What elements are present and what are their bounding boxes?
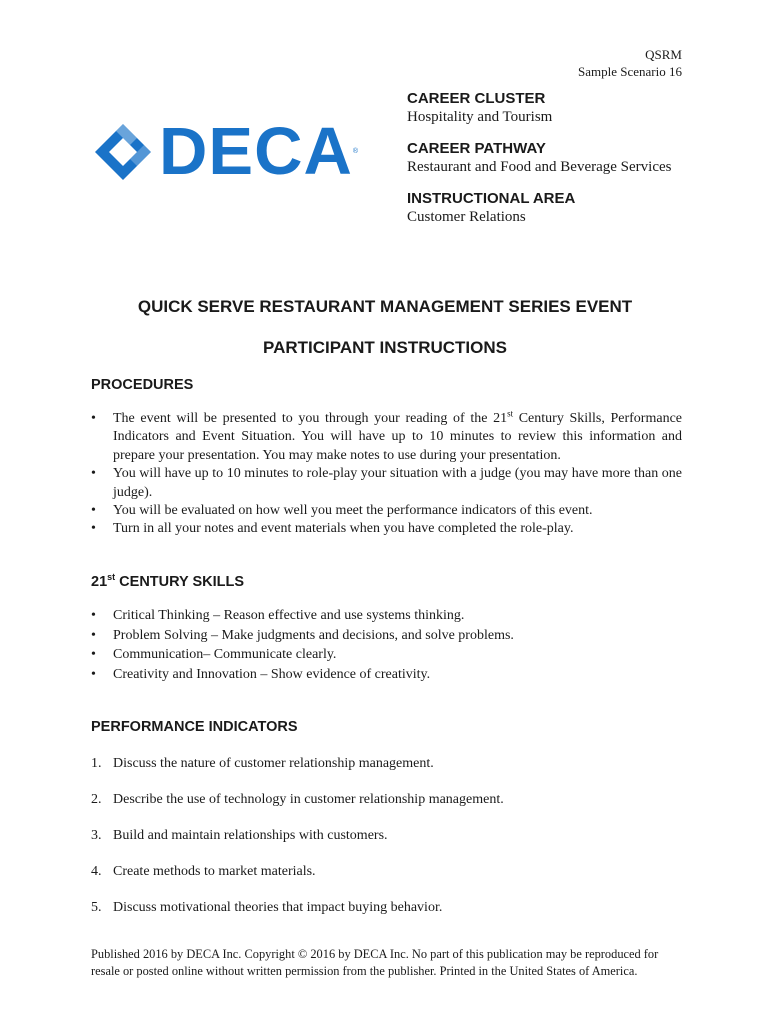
list-item <box>91 520 682 538</box>
list-item <box>91 665 682 685</box>
list-item <box>91 606 682 626</box>
scenario-label: Sample Scenario 16 <box>578 64 682 79</box>
list-item <box>91 410 682 465</box>
ordinal-suffix: st <box>507 408 514 419</box>
heading-number: 21 <box>91 573 108 590</box>
list-item <box>91 645 682 665</box>
procedure-text: Turn in all your notes and event materials when you have completed the role-play. <box>113 521 574 537</box>
event-title: QUICK SERVE RESTAURANT MANAGEMENT SERIES EVENT <box>137 297 633 316</box>
list-item <box>91 755 682 773</box>
century-skills-heading <box>91 572 244 590</box>
procedures-heading: PROCEDURES <box>91 377 194 393</box>
instructional-area-value: Customer Relations <box>407 209 526 225</box>
participant-instructions-title: PARTICIPANT INSTRUCTIONS <box>263 338 507 357</box>
career-cluster-value: Hospitality and Tourism <box>407 109 553 125</box>
list-item <box>91 465 682 502</box>
list-item <box>91 863 682 881</box>
career-cluster-heading: CAREER CLUSTER <box>407 90 546 107</box>
logo-wordmark <box>159 114 360 189</box>
list-item <box>91 626 682 646</box>
deca-logo <box>93 114 360 189</box>
list-item <box>91 899 682 917</box>
heading-text: CENTURY SKILLS <box>115 573 245 590</box>
skill-text: Communication– Communicate clearly. <box>113 647 337 662</box>
bullet-icon: • <box>91 503 96 519</box>
bullet-icon: • <box>91 521 96 537</box>
career-pathway-value: Restaurant and Food and Beverage Services <box>407 159 672 175</box>
procedures-list <box>91 410 682 539</box>
performance-indicators-list <box>91 755 682 935</box>
procedure-text: You will be evaluated on how well you meet the performance indicators of this event. <box>113 503 593 519</box>
bullet-icon: • <box>91 608 96 623</box>
procedure-text: The event will be presented to you through your reading of the 21 <box>113 411 508 426</box>
skill-text: Problem Solving – Make judgments and decisions, and solve problems. <box>113 627 514 643</box>
item-number: 2. <box>91 792 102 807</box>
bullet-icon: • <box>91 666 96 682</box>
ordinal-suffix: st <box>107 572 116 582</box>
procedure-text: You will have up to 10 minutes to role-play your situation with a judge (you may have more than one judge). <box>113 466 682 500</box>
procedure-text: Century Skills, Performance Indicators and Event Situation. You will have up to 10 minutes to review this information and prepare your presentation. You may make notes to use during your presentation. <box>113 411 682 463</box>
item-number: 4. <box>91 864 102 879</box>
list-item <box>91 502 682 520</box>
item-number: 3. <box>91 828 102 843</box>
indicator-text: Discuss motivational theories that impact buying behavior. <box>113 900 443 915</box>
bullet-icon: • <box>91 647 96 662</box>
career-info <box>407 90 707 240</box>
indicator-text: Build and maintain relationships with customers. <box>113 828 388 843</box>
list-item <box>91 791 682 809</box>
indicator-text: Create methods to market materials. <box>113 864 316 879</box>
event-code: QSRM <box>645 47 682 62</box>
item-number: 1. <box>91 756 102 771</box>
item-number: 5. <box>91 900 102 915</box>
logo-text: DECA <box>159 114 353 189</box>
bullet-icon: • <box>91 627 96 643</box>
copyright-footer: Published 2016 by DECA Inc. Copyright © 2016 by DECA Inc. No part of this publication may be reproduced for resale or posted online without written permission from the publisher. Printed in the United States of America. <box>91 947 659 978</box>
deca-diamond-icon <box>93 122 153 182</box>
skill-text: Critical Thinking – Reason effective and use systems thinking. <box>113 608 465 623</box>
indicator-text: Describe the use of technology in customer relationship management. <box>113 792 504 807</box>
bullet-icon: • <box>91 411 96 426</box>
skill-text: Creativity and Innovation – Show evidence of creativity. <box>113 666 431 682</box>
skills-list <box>91 606 682 684</box>
list-item <box>91 827 682 845</box>
document-header <box>578 46 682 80</box>
bullet-icon: • <box>91 466 96 482</box>
career-pathway-heading: CAREER PATHWAY <box>407 140 546 157</box>
performance-indicators-heading: PERFORMANCE INDICATORS <box>91 719 298 735</box>
instructional-area-heading: INSTRUCTIONAL AREA <box>407 190 576 207</box>
registered-mark: ® <box>352 148 360 155</box>
indicator-text: Discuss the nature of customer relationship management. <box>113 756 434 771</box>
